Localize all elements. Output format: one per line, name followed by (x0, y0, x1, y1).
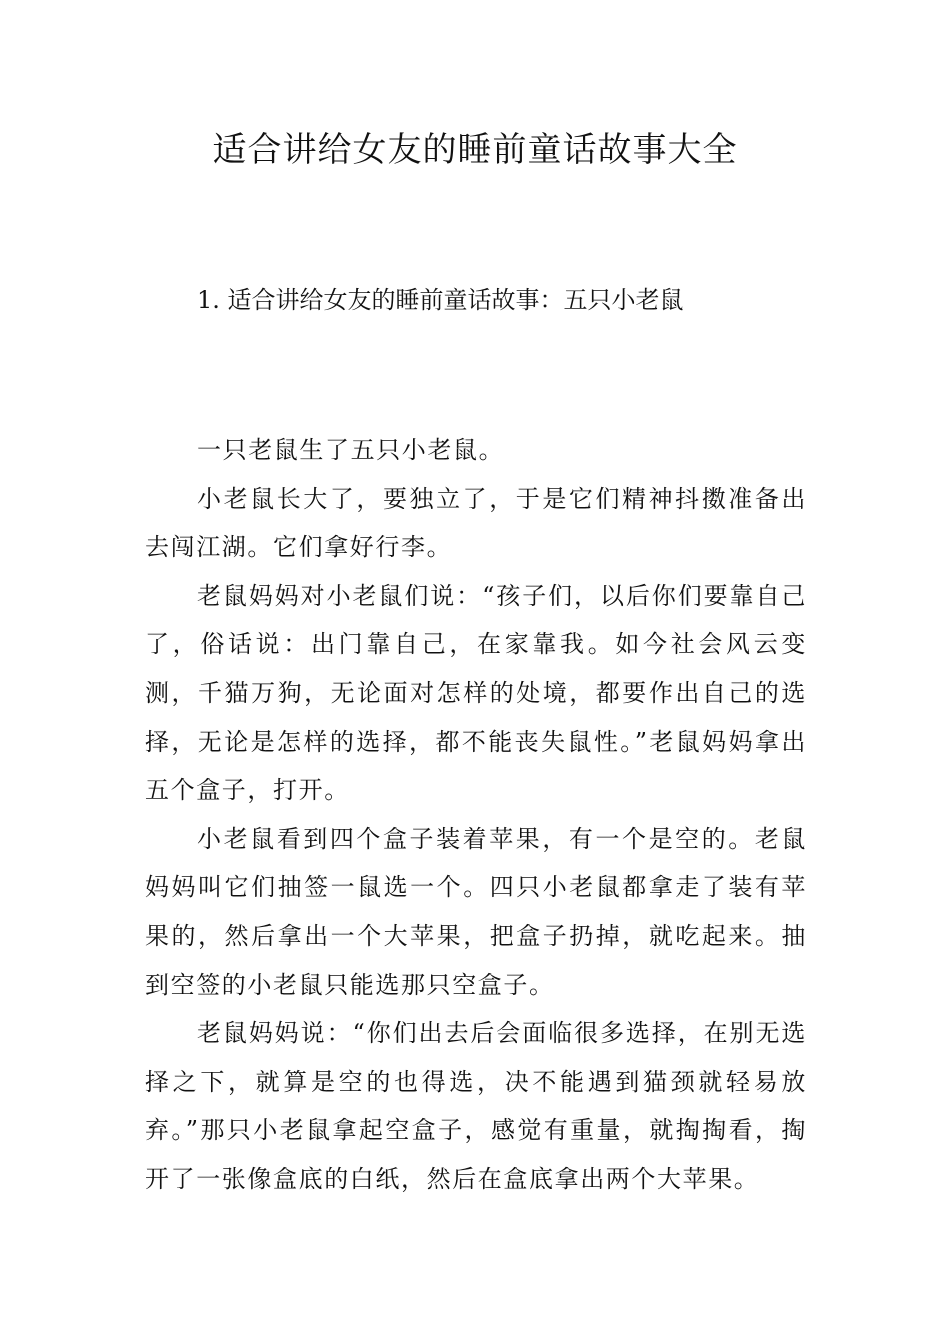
paragraph-5: 老鼠妈妈说：“你们出去后会面临很多选择，在别无选择之下，就算是空的也得选，决不能遇到猫颈就轻易放弃。”那只小老鼠拿起空盒子，感觉有重量，就掏掏看，掏开了一张像盒底的白纸，然后在盒底拿出两个大苹果。 (145, 1019, 807, 1193)
paragraph-2: 小老鼠长大了，要独立了，于是它们精神抖擞准备出去闯江湖。它们拿好行李。 (145, 484, 807, 562)
paragraph-4: 小老鼠看到四个盒子装着苹果，有一个是空的。老鼠妈妈叫它们抽签一鼠选一个。四只小老鼠都拿走了装有苹果的，然后拿出一个大苹果，把盒子扔掉，就吃起来。抽到空签的小老鼠只能选那只空盒子。 (145, 824, 807, 999)
paragraph-3: 老鼠妈妈对小老鼠们说：“孩子们，以后你们要靠自己了，俗话说：出门靠自己，在家靠我。如今社会风云变测，千猫万狗，无论面对怎样的处境，都要作出自己的选择，无论是怎样的选择，都不能丧失鼠性。”老鼠妈妈拿出五个盒子，打开。 (145, 581, 807, 805)
document-title: 适合讲给女友的睡前童话故事大全 (212, 130, 738, 170)
paragraph-1: 一只老鼠生了五只小老鼠。 (197, 436, 505, 464)
story-body (145, 426, 807, 1204)
section-heading: 1. 适合讲给女友的睡前童话故事：五只小老鼠 (197, 286, 684, 314)
